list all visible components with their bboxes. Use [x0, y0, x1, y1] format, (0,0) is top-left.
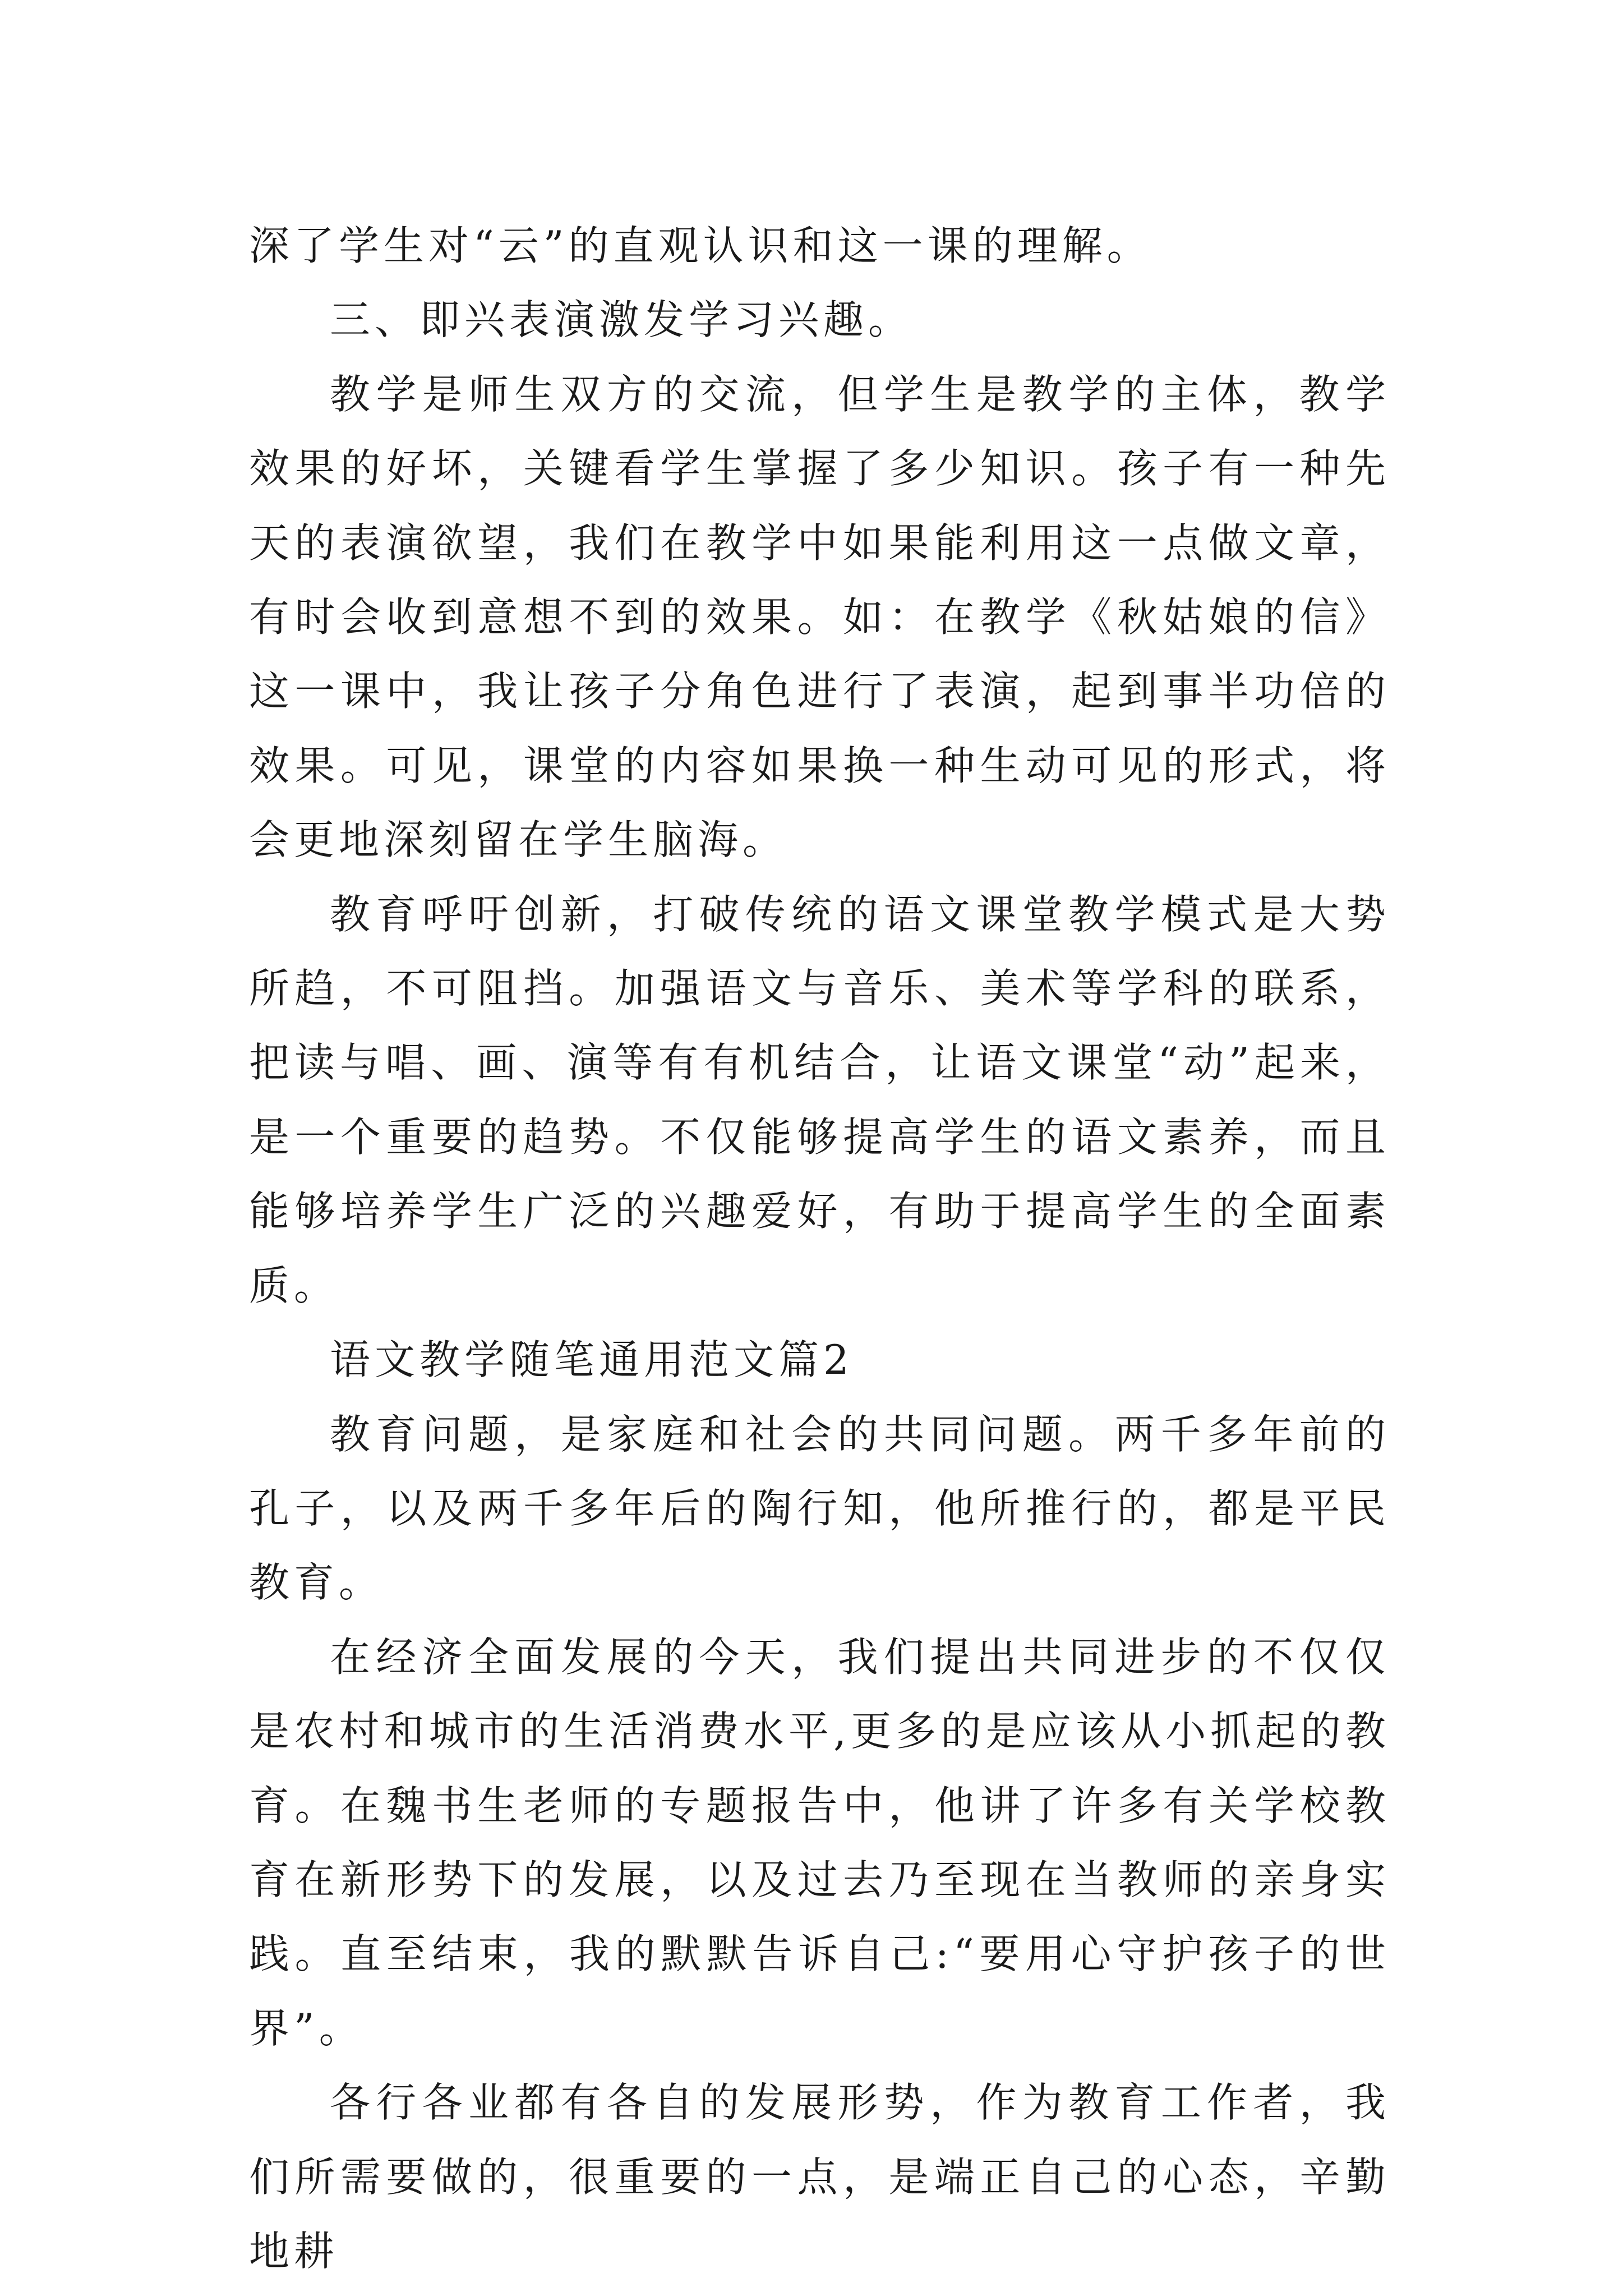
- section-heading: 三、即兴表演激发学习兴趣。: [330, 296, 914, 344]
- paragraph: 各行各业都有各自的发展形势，作为教育工作者，我们所需要做的，很重要的一点，是端正自己的心态，辛勤地耕: [249, 2079, 1390, 2275]
- paragraph: 教学是师生双方的交流，但学生是教学的主体，教学效果的好坏，关键看学生掌握了多少知识。孩子有一种先天的表演欲望，我们在教学中如果能利用这一点做文章，有时会收到意想不到的效果。如：在教学《秋姑娘的信》这一课中，我让孩子分角色进行了表演，起到事半功倍的效果。可见，课堂的内容如果换一种生动可见的形式，将会更地深刻留在学生脑海。: [249, 370, 1390, 864]
- article-title: 语文教学随笔通用范文篇2: [330, 1336, 854, 1384]
- paragraph: 教育问题，是家庭和社会的共同问题。两千多年前的孔子，以及两千多年后的陶行知，他所推行的，都是平民教育。: [249, 1410, 1390, 1607]
- paragraph: 教育呼吁创新，打破传统的语文课堂教学模式是大势所趋，不可阻挡。加强语文与音乐、美术等学科的联系，把读与唱、画、演等有有机结合，让语文课堂“动”起来，是一个重要的趋势。不仅能够提高学生的语文素养，而且能够培养学生广泛的兴趣爱好，有助于提高学生的全面素质。: [249, 890, 1390, 1309]
- paragraph: 在经济全面发展的今天，我们提出共同进步的不仅仅是农村和城市的生活消费水平,更多的是应该从小抓起的教育。在魏书生老师的专题报告中，他讲了许多有关学校教育在新形势下的发展，以及过去乃至现在当教师的亲身实践。直至结束，我的默默告诉自己:“要用心守护孩子的世界”。: [249, 1633, 1390, 2052]
- paragraph-continuation: 深了学生对“云”的直观认识和这一课的理解。: [249, 222, 1152, 269]
- document-body: [249, 209, 1390, 2288]
